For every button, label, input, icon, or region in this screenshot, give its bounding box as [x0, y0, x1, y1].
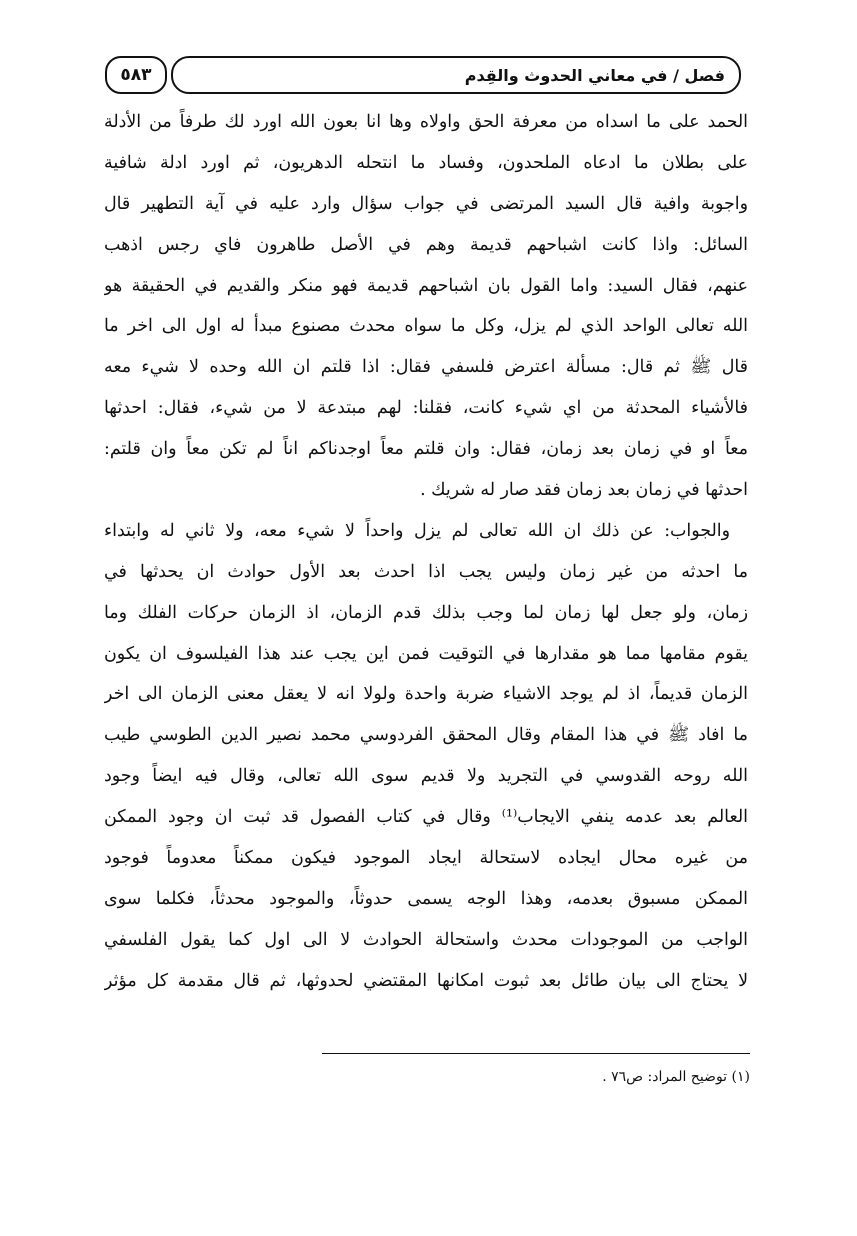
running-header: [105, 56, 741, 96]
text-line: قال ﷺ ثم قال: مسألة اعترض فلسفي فقال: اذا قلتم ان الله وحده لا شيء معه: [104, 357, 748, 378]
footnote-divider: [322, 1053, 750, 1054]
footnote: (١) توضيح المراد: ص٧٦ .: [602, 1069, 750, 1085]
text-line: احدثها في زمان بعد زمان فقد صار له شريك .: [420, 480, 748, 501]
page-number: ٥٨٣: [105, 56, 167, 94]
text-line: فالأشياء المحدثة من اي شيء كانت، فقلنا: لهم مبتدعة لا من شيء، فقال: احدثها: [104, 398, 748, 419]
text-line: زمان، ولو جعل لها زمان لما وجب بذلك قدم الزمان، اذ الزمان حركات الفلك وما: [104, 602, 748, 623]
text-line: لا يحتاج الى بيان طائل بعد ثبوت امكانها المقتضي لحدوثها، ثم قال مقدمة كل مؤثر: [104, 970, 748, 991]
text-line: معاً او في زمان بعد زمان، فقال: وان قلتم معاً اوجدناكم اناً لم تكن معاً وان قلتم:: [104, 439, 748, 460]
text-line: الواجب من الموجودات محدث واستحالة الحوادث لا الى اول كما يقول الفلسفي: [104, 929, 748, 950]
text-line: السائل: واذا كانت اشباحهم قديمة وهم في الأصل طاهرون فاي رجس اذهب: [104, 234, 748, 255]
text-line: ما احدثه من غير زمان وليس يجب اذا احدث بعد الأول حوادث ان يحدثها في: [104, 561, 748, 582]
text-line: يقوم مقامها مما هو مقدارها في التوقيت فمن اين يجب عند هذا الفيلسوف ان يكون: [104, 643, 748, 664]
text-line: ما افاد ﷺ في هذا المقام وقال المحقق الفردوسي محمد نصير الدين الطوسي طيب: [104, 725, 748, 746]
paragraph-start-line: والجواب: عن ذلك ان الله تعالى لم يزل واحداً لا شيء معه، ولا ثاني له وابتداء: [104, 520, 730, 541]
text-line: الممكن مسبوق بعدمه، وهذا الوجه يسمى حدوثاً، والموجود محدثاً، فكلما سوى: [104, 888, 748, 909]
section-title: فصل / في معاني الحدوث والقِدم: [171, 56, 741, 94]
text-line: واجوبة وافية قال السيد المرتضى في جواب سؤال وارد عليه في آية التطهير قال: [104, 193, 748, 214]
text-line: على بطلان ما ادعاه الملحدون، وفساد ما انتحله الدهريون، ثم اورد ادلة شافية: [104, 152, 748, 173]
text-line: عنهم، فقال السيد: واما القول بان اشباحهم قديمة فهو منكر والقديم في الحقيقة هو: [104, 275, 748, 296]
text-line: الزمان قديماً، اذ لم يوجد الاشياء ضربة واحدة ولولا انه لا يعقل معنى الزمان الى اخر: [104, 684, 748, 705]
text-line: الله تعالى الواحد الذي لم يزل، وكل ما سواه محدث مصنوع مبدأ له اول الى اخر ما: [104, 316, 748, 337]
body-text: [104, 102, 748, 1002]
text-line: العالم بعد عدمه ينفي الايجاب⁽¹⁾ وقال في كتاب الفصول قد ثبت ان وجود الممكن: [104, 807, 748, 828]
text-line: الله روحه القدوسي في التجريد ولا قديم سوى الله تعالى، وقال فيه ايضاً وجود: [104, 766, 748, 787]
text-line: الحمد على ما اسداه من معرفة الحق واولاه وها انا بعون الله اورد لك طرفاً من الأدلة: [104, 112, 748, 132]
text-line: من غيره محال ايجاده لاستحالة ايجاد الموجود فيكون ممكناً معدوماً فوجود: [104, 848, 748, 869]
